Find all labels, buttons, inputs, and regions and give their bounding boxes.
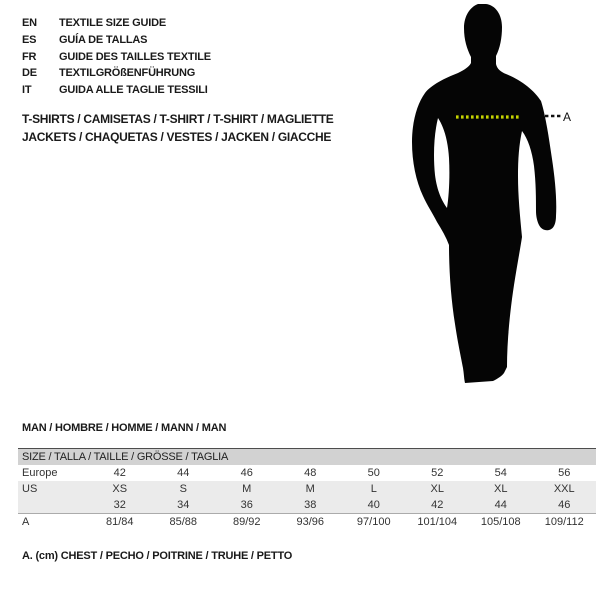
row-label: Europe <box>22 467 58 479</box>
size-value: XXL <box>553 483 575 495</box>
size-table <box>18 448 596 530</box>
category-tshirts: T-SHIRTS / CAMISETAS / T-SHIRT / T-SHIRT / MAGLIETTE <box>22 112 334 126</box>
language-row-es <box>22 32 211 49</box>
section-title-man: MAN / HOMBRE / HOMME / MANN / MAN <box>22 422 227 434</box>
size-value: 44 <box>494 499 507 511</box>
size-value: 38 <box>304 499 317 511</box>
language-title-list <box>22 15 211 99</box>
table-row-us <box>18 481 596 497</box>
size-value: 81/84 <box>105 516 134 528</box>
language-code: ES <box>22 33 37 46</box>
size-table-header: SIZE / TALLA / TAILLE / GRÖSSE / TAGLIA <box>18 448 596 465</box>
size-value: XL <box>430 483 444 495</box>
language-row-fr <box>22 49 211 66</box>
measure-label-a: A <box>563 110 572 124</box>
language-row-de <box>22 65 211 82</box>
size-value: 89/92 <box>232 516 261 528</box>
row-label: US <box>22 483 38 495</box>
size-value: 42 <box>113 467 126 479</box>
man-figure <box>400 0 600 400</box>
language-title: TEXTILE SIZE GUIDE <box>59 17 167 29</box>
garment-categories <box>22 110 334 146</box>
size-value: 101/104 <box>417 516 458 528</box>
table-row-chest-a <box>18 514 596 530</box>
size-value: S <box>179 483 187 495</box>
language-title: GUÍA DE TALLAS <box>59 33 148 46</box>
size-value: L <box>370 483 377 495</box>
row-label <box>18 497 88 513</box>
size-value: 46 <box>240 467 253 479</box>
size-value: 85/88 <box>169 516 198 528</box>
size-value: 52 <box>431 467 444 479</box>
chest-footnote: A. (cm) CHEST / PECHO / POITRINE / TRUHE / PETTO <box>22 550 293 562</box>
size-value: 93/96 <box>296 516 325 528</box>
size-value: 42 <box>431 499 444 511</box>
size-value: 46 <box>558 499 571 511</box>
size-value: 44 <box>177 467 190 479</box>
size-value: 109/112 <box>544 516 584 528</box>
language-title: GUIDA ALLE TAGLIE TESSILI <box>59 84 208 97</box>
language-code: DE <box>22 67 37 80</box>
language-row-it <box>22 82 211 99</box>
size-value: 105/108 <box>480 516 521 528</box>
size-value: 34 <box>177 499 190 511</box>
language-code: FR <box>22 50 37 63</box>
language-title: TEXTILGRÖßENFÜHRUNG <box>59 67 196 80</box>
size-value: XL <box>494 483 508 495</box>
size-value: 56 <box>558 467 571 479</box>
row-label: A <box>22 516 30 528</box>
table-row-europe <box>18 465 596 481</box>
language-row-en <box>22 15 211 32</box>
language-title: GUIDE DES TAILLES TEXTILE <box>59 50 211 63</box>
size-value: 48 <box>304 467 317 479</box>
size-value: 36 <box>240 499 253 511</box>
category-jackets: JACKETS / CHAQUETAS / VESTES / JACKEN / GIACCHE <box>22 130 332 144</box>
language-code: EN <box>22 17 37 29</box>
man-silhouette <box>412 4 556 383</box>
size-value: XS <box>112 483 128 495</box>
size-value: 54 <box>494 467 507 479</box>
language-code: IT <box>22 84 32 97</box>
size-value: 32 <box>113 499 126 511</box>
size-value: 40 <box>367 499 380 511</box>
table-row-us-numeric <box>18 497 596 514</box>
size-value: 50 <box>367 467 380 479</box>
size-value: M <box>242 483 252 495</box>
size-value: M <box>305 483 315 495</box>
size-value: 97/100 <box>356 516 391 528</box>
